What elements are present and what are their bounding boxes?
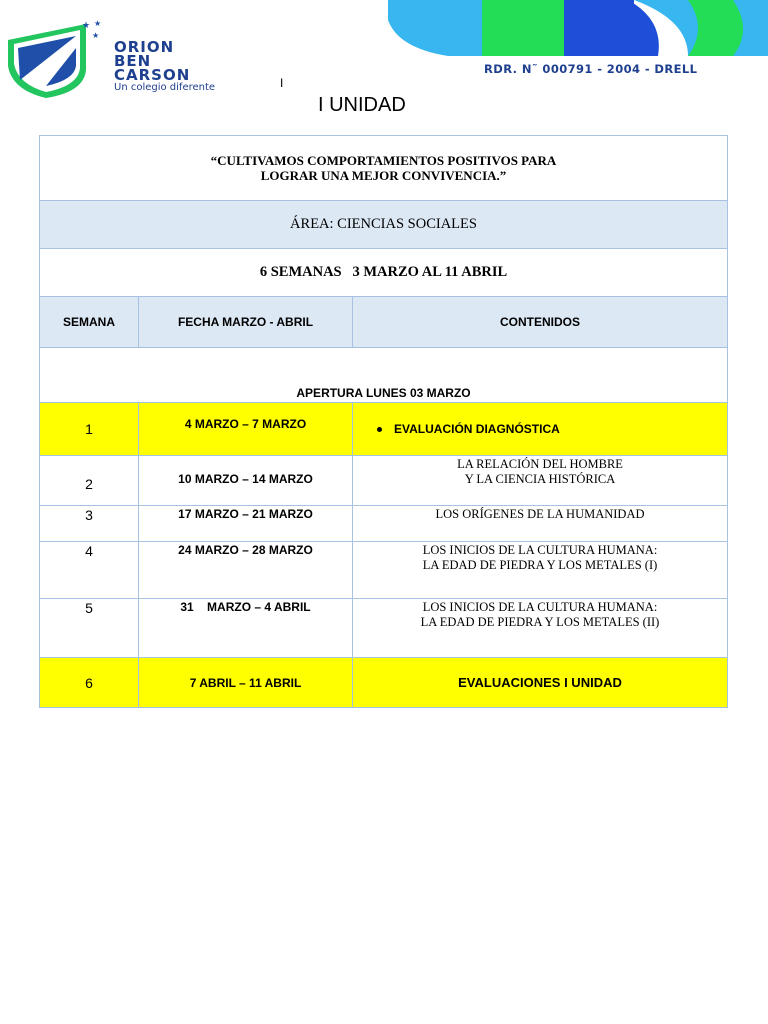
school-logo [6, 18, 256, 102]
logo-name-line-2: BEN [114, 52, 152, 70]
table-row [40, 599, 728, 658]
week-number: 3 [40, 506, 139, 542]
week-content-line-2: LA EDAD DE PIEDRA Y LOS METALES (I) [422, 558, 658, 572]
week-content-line-1: EVALUACIONES I UNIDAD [458, 675, 622, 690]
opening-cell: APERTURA LUNES 03 MARZO [40, 348, 728, 403]
week-dates: 24 MARZO – 28 MARZO [139, 542, 353, 599]
week-content [353, 599, 728, 658]
logo-name-line-1: ORION [114, 38, 175, 56]
week-content-line-1: LA RELACIÓN DEL HOMBRE [457, 457, 623, 471]
area-row [40, 201, 728, 249]
week-number: 5 [40, 599, 139, 658]
motto-row [40, 136, 728, 201]
motto-cell [40, 136, 728, 201]
week-content-line-1: LOS INICIOS DE LA CULTURA HUMANA: [422, 600, 658, 614]
shield-crest-icon [6, 18, 110, 102]
week-content [353, 658, 728, 708]
week-content-line-2: Y LA CIENCIA HISTÓRICA [464, 472, 616, 486]
text-cursor-mark: I [280, 76, 284, 90]
week-content-line-1: EVALUACIÓN DIAGNÓSTICA [394, 422, 560, 436]
week-content [353, 542, 728, 599]
motto-line-1: “CULTIVAMOS COMPORTAMIENTOS POSITIVOS PARA [210, 153, 557, 168]
column-header-week: SEMANA [40, 297, 139, 348]
table-row [40, 506, 728, 542]
week-dates: 17 MARZO – 21 MARZO [139, 506, 353, 542]
column-header-dates: FECHA MARZO - ABRIL [139, 297, 353, 348]
week-dates: 31 MARZO – 4 ABRIL [139, 599, 353, 658]
motto-line-2: LOGRAR UNA MEJOR CONVIVENCIA.” [260, 168, 507, 183]
week-dates: 7 ABRIL – 11 ABRIL [139, 658, 353, 708]
svg-text:★: ★ [82, 21, 91, 31]
logo-tagline: Un colegio diferente [114, 82, 216, 93]
duration-row [40, 249, 728, 297]
week-content [353, 403, 728, 456]
week-content-line-1: LOS INICIOS DE LA CULTURA HUMANA: [422, 543, 658, 557]
week-content [353, 506, 728, 542]
unit-plan-table [39, 135, 728, 708]
area-cell: ÁREA: CIENCIAS SOCIALES [40, 201, 728, 249]
page-title: I UNIDAD [318, 94, 406, 116]
week-number: 6 [40, 658, 139, 708]
week-number: 4 [40, 542, 139, 599]
week-number: 2 [40, 456, 139, 506]
bullet-icon [377, 427, 382, 432]
table-row [40, 456, 728, 506]
column-header-contents: CONTENIDOS [353, 297, 728, 348]
duration-cell: 6 SEMANAS 3 MARZO AL 11 ABRIL [40, 249, 728, 297]
svg-text:★: ★ [94, 19, 102, 28]
table-row [40, 403, 728, 456]
registration-number: RDR. N˜ 000791 - 2004 - DRELL [484, 62, 698, 76]
svg-text:★: ★ [92, 31, 100, 40]
week-number: 1 [40, 403, 139, 456]
table-row [40, 658, 728, 708]
week-dates: 10 MARZO – 14 MARZO [139, 456, 353, 506]
table-row [40, 542, 728, 599]
opening-row [40, 348, 728, 403]
week-content-line-2: LA EDAD DE PIEDRA Y LOS METALES (II) [420, 615, 660, 629]
header-banner-graphic [388, 0, 768, 56]
logo-name-line-3: CARSON [114, 66, 191, 84]
week-content-line-1: LOS ORÍGENES DE LA HUMANIDAD [435, 507, 645, 521]
week-content [353, 456, 728, 506]
week-dates: 4 MARZO – 7 MARZO [139, 403, 353, 456]
column-header-row [40, 297, 728, 348]
